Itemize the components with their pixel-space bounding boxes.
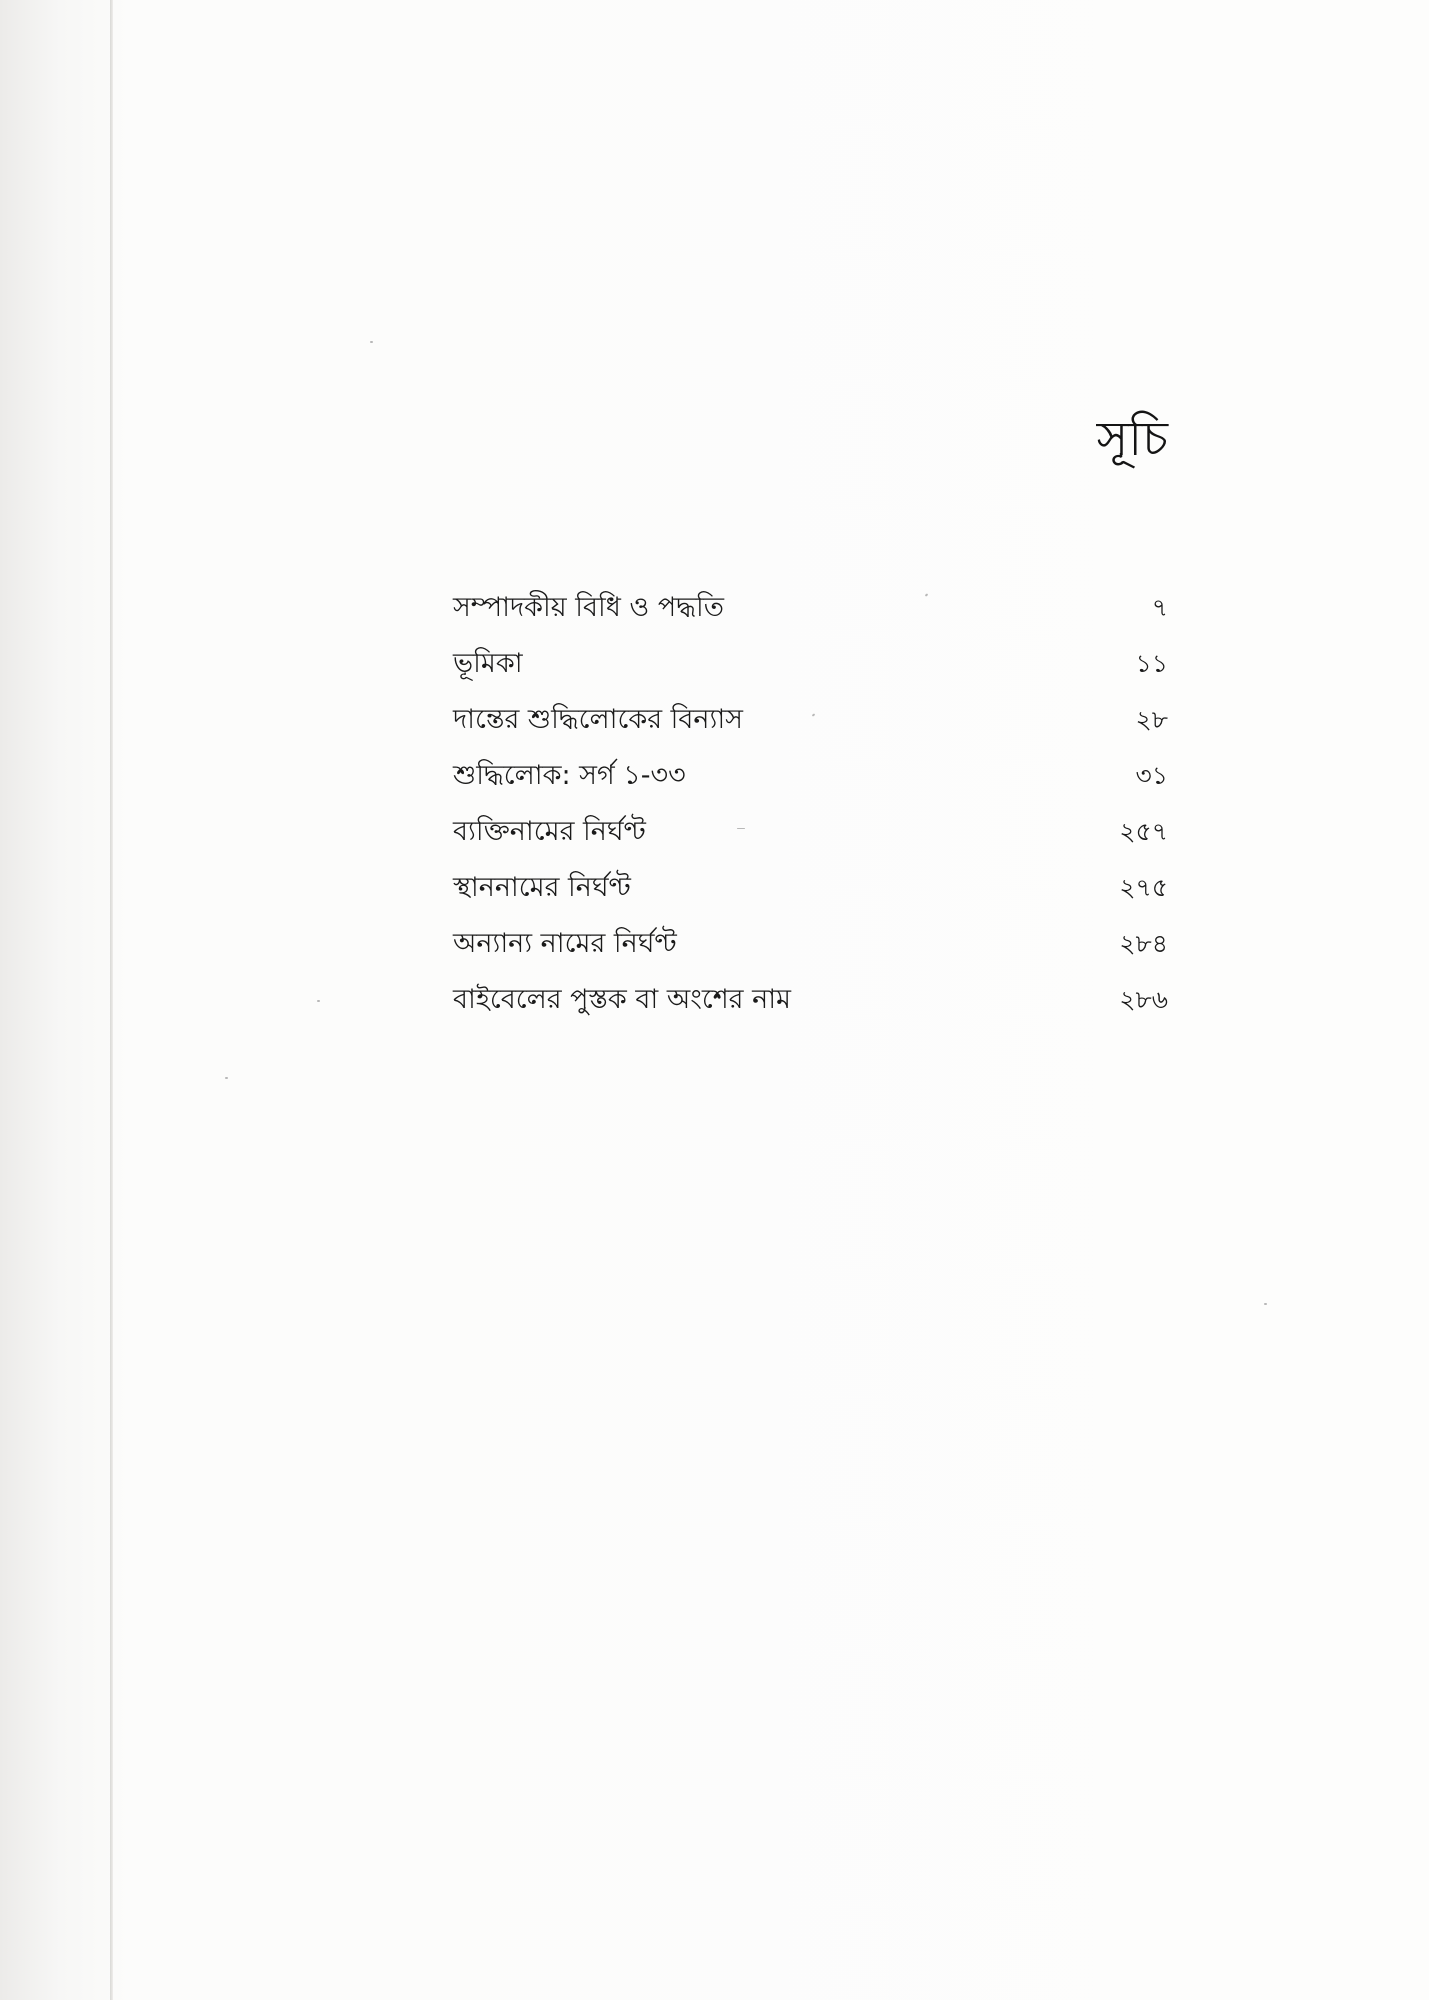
paper-speck [370,341,373,343]
toc-entry-page-number: ৭ [1151,593,1168,622]
toc-entry [453,588,1168,644]
paper-speck [317,1000,320,1002]
toc-entry [453,868,1168,924]
toc-entry-title: বাইবেলের পুস্তক বা অংশের নাম [453,984,792,1015]
paper-speck [1264,1303,1267,1305]
toc-entry [453,700,1168,756]
paper-speck [737,828,745,829]
toc-entry-title: অন্যান্য নামের নির্ঘণ্ট [453,928,677,959]
toc-entry-title: সম্পাদকীয় বিধি ও পদ্ধতি [453,592,724,623]
toc-entry [453,924,1168,980]
toc-entry-title: ভূমিকা [453,648,523,679]
toc-entry [453,980,1168,1036]
toc-entry-title: ব্যক্তিনামের নির্ঘণ্ট [453,816,646,847]
table-of-contents [453,588,1168,1036]
toc-entry-page-number: ২৮৪ [1119,929,1168,958]
toc-entry-page-number: ৩১ [1135,761,1168,790]
toc-entry-title: স্থাননামের নির্ঘণ্ট [453,872,631,903]
toc-entry-page-number: ২৭৫ [1119,873,1168,902]
toc-entry-page-number: ২৮ [1135,705,1168,734]
toc-entry-page-number: ১১ [1135,649,1168,678]
paper-speck [225,1077,228,1079]
toc-entry-page-number: ২৫৭ [1119,817,1168,846]
toc-entry-title: দান্তের শুদ্ধিলোকের বিন্যাস [453,704,744,735]
toc-entry-page-number: ২৮৬ [1119,985,1168,1014]
toc-entry [453,644,1168,700]
page-gutter [110,0,113,2000]
page-title: সূচি [1096,411,1168,467]
toc-entry-title: শুদ্ধিলোক: সর্গ ১-৩৩ [453,760,686,791]
toc-entry [453,756,1168,812]
toc-entry [453,812,1168,868]
